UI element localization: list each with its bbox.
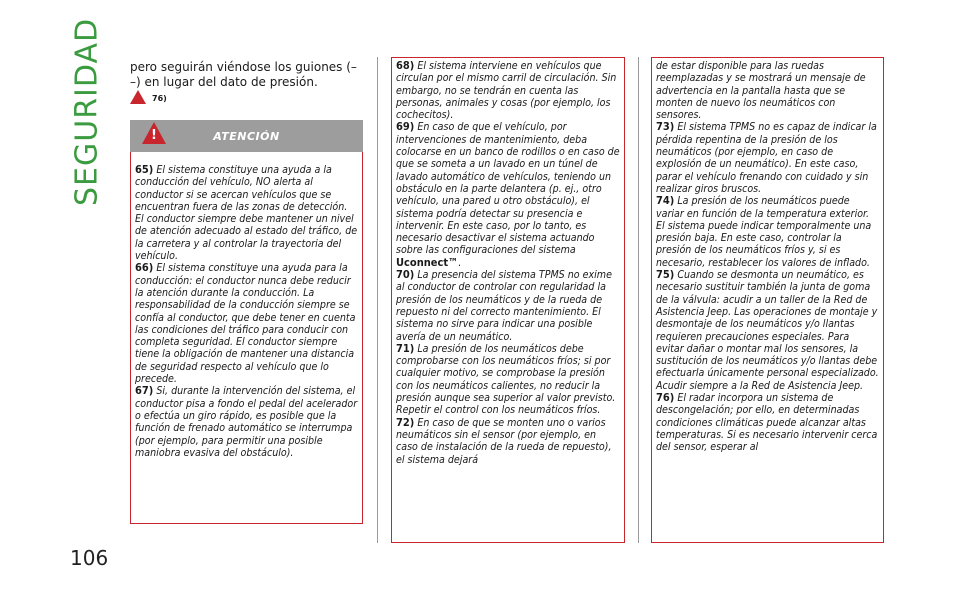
attention-box-column-3: [651, 57, 884, 543]
note-67: [135, 385, 358, 459]
warning-icon: [130, 90, 146, 104]
note-73: [656, 121, 879, 195]
note-number: 74): [656, 194, 675, 208]
note-number: 66): [135, 261, 154, 275]
note-72-continued: [656, 60, 879, 121]
page-number: 106: [70, 546, 109, 570]
note-text: La presión de los neumáticos debe comprobarse con los neumáticos fríos; si por cualquier motivo, se comprobase la presión con los neumáticos calientes, no reducir la presión aunque sea superior al valor previsto. Repetir el control con los neumáticos fríos.: [396, 342, 616, 417]
note-text: El radar incorpora un sistema de descongelación; por ello, en determinadas condiciones climáticas puede alcanzar altas temperaturas. Si es necesario intervenir cerca del sensor, esperar al: [656, 392, 878, 454]
note-number: 76): [656, 391, 675, 405]
section-title: SEGURIDAD: [69, 17, 105, 207]
note-68: [396, 60, 620, 121]
note-tail: .: [458, 256, 462, 269]
note-number: 75): [656, 268, 675, 282]
attention-box-column-2: [391, 57, 625, 543]
note-text: El sistema constituye una ayuda a la conducción del vehículo, NO alerta al conductor si se acercan vehículos que se encuentran fuera de las zonas de detección. El conductor siempre debe mantener un nivel de atención adecuado al estado del tráfico, de la carretera y al controlar la trayectoria del vehículo.: [135, 164, 358, 263]
warning-reference: [130, 90, 167, 104]
note-70: [396, 269, 620, 343]
attention-warning-icon: [142, 122, 166, 144]
note-69: [396, 121, 620, 269]
note-text: Si, durante la intervención del sistema, el conductor pisa a fondo el pedal del acelerador o efectúa un giro rápido, es posible que la función de frenado automático se interrumpa (por ejemplo, para permitir una posible maniobra evasiva del obstáculo).: [135, 385, 358, 459]
note-72: [396, 417, 620, 466]
note-71: [396, 343, 620, 417]
note-text: En caso de que el vehículo, por intervenciones de mantenimiento, deba colocarse en un banco de rodillos o en caso de que se someta a un lavado en un túnel de lavado automático de vehículos, teniendo un obstáculo en la parte delantera (p. ej., otro vehículo, una pared u otro obstáculo), el sistema podría detectar su presencia e intervenir. En este caso, por lo tanto, es necesario desactivar el sistema actuando sobre las configuraciones del sistema: [396, 121, 620, 257]
note-text: El sistema constituye una ayuda para la conducción: el conductor nunca debe reducir la atención durante la conducción. La responsabilidad de la conducción siempre se confía al conductor, que debe tener en cuenta las condiciones del tráfico para conducir con completa seguridad. El conductor siempre tiene la obligación de mantener una distancia de seguridad respecto al vehículo que lo precede.: [135, 262, 356, 386]
note-text: El sistema TPMS no es capaz de indicar la pérdida repentina de la presión de los neumáticos (por ejemplo, en caso de explosión de un neumático). En este caso, parar el vehículo frenando con cuidado y sin realizar giros bruscos.: [656, 121, 877, 195]
note-text: Cuando se desmonta un neumático, es necesario sustituir también la junta de goma de la válvula: acudir a un taller de la Red de Asistencia Jeep. Las operaciones de montaje y desmontaje de los neumáticos y/o llantas requieren precauciones especiales. Para evitar dañar o montar mal los sensores, la sustitución de los neumáticos y/o llantas debe efectuarla únicamente personal especializado. Acudir siempre a la Red de Asistencia Jeep.: [656, 269, 879, 392]
note-74: [656, 195, 879, 269]
note-text: En caso de que se monten uno o varios neumáticos sin el sensor (por ejemplo, en caso de instalación de la rueda de repuesto), el sistema dejará: [396, 416, 612, 466]
note-number: 68): [396, 59, 415, 72]
note-number: 71): [396, 341, 415, 355]
note-66: [135, 262, 358, 385]
note-76: [656, 392, 879, 453]
note-text: La presencia del sistema TPMS no exime al conductor de controlar con regularidad la presión de los neumáticos y de la rueda de repuesto ni del correcto mantenimiento. El sistema no sirve para indicar una posible avería de un neumático.: [396, 269, 612, 343]
note-number: 73): [656, 120, 675, 134]
column-divider: [377, 57, 378, 543]
intro-paragraph: pero seguirán viéndose los guiones (– –) en lugar del dato de presión.: [130, 60, 357, 89]
column-divider: [638, 57, 639, 543]
note-75: [656, 269, 879, 392]
note-65: [135, 164, 358, 262]
note-number: 65): [135, 163, 154, 176]
note-text: La presión de los neumáticos puede variar en función de la temperatura exterior. El sistema puede indicar temporalmente una presión baja. En este caso, controlar la presión de los neumáticos fríos y, si es necesario, restablecer los valores de inflado.: [656, 195, 872, 269]
note-number: 67): [135, 384, 154, 398]
note-number: 70): [396, 268, 415, 282]
note-number: 72): [396, 415, 415, 429]
note-text: de estar disponible para las ruedas reemplazadas y se mostrará un mensaje de advertencia en la pantalla hasta que se monten de nuevo los neumáticos con sensores.: [656, 60, 866, 122]
attention-box-column-1: [130, 158, 363, 524]
note-number: 69): [396, 120, 415, 134]
attention-title: ATENCIÓN: [213, 129, 280, 143]
warning-ref-number: 76): [152, 94, 167, 103]
note-text: El sistema interviene en vehículos que circulan por el mismo carril de circulación. Sin embargo, no se tendrán en cuenta las personas, animales y cosas (por ejemplo, los cochecitos).: [396, 60, 617, 122]
uconnect-label: Uconnect™: [396, 255, 459, 269]
